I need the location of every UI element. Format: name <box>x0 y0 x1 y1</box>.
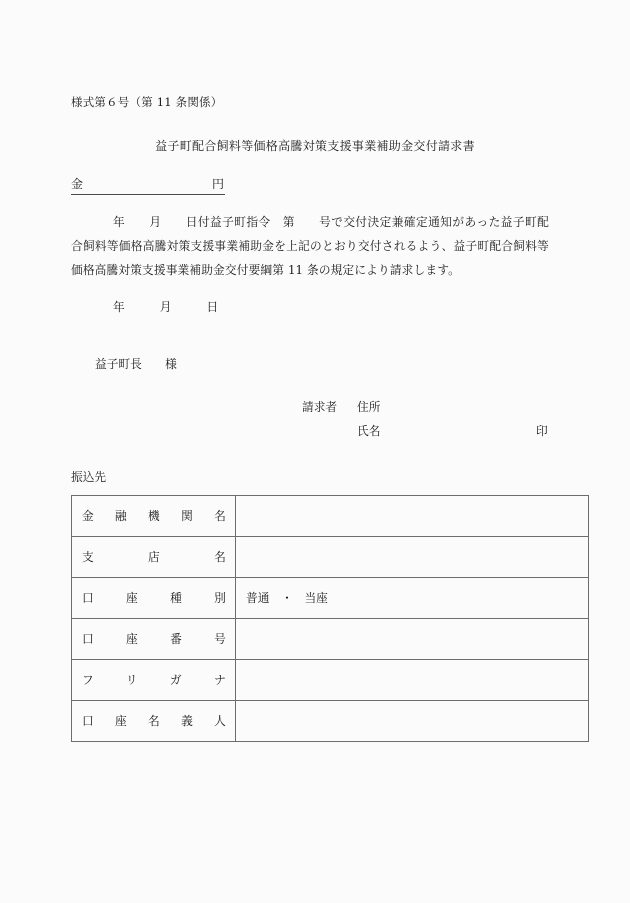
filing-date-field[interactable]: 年 月 日 <box>113 300 219 314</box>
bank-row-label-cell <box>72 578 236 619</box>
table-row <box>72 619 589 660</box>
claimant-name-label: 氏名 <box>357 424 381 438</box>
bank-row-label-cell <box>72 537 236 578</box>
bank-row-value-cell[interactable] <box>236 578 589 619</box>
table-row <box>72 701 589 742</box>
seal-label: 印 <box>536 424 548 438</box>
claimant-name-line <box>302 419 548 443</box>
bank-row-label: フリガナ <box>82 673 226 687</box>
addressee: 益子町長 様 <box>95 357 177 371</box>
bank-row-value-cell[interactable] <box>236 701 589 742</box>
table-row <box>72 578 589 619</box>
bank-account-table <box>71 495 589 742</box>
bank-row-label: 口座番号 <box>82 632 226 646</box>
bank-row-label-cell <box>72 701 236 742</box>
page-title: 益子町配合飼料等価格高騰対策支援事業補助金交付請求書 <box>155 139 475 153</box>
bank-row-value-cell[interactable] <box>236 496 589 537</box>
bank-section-heading: 振込先 <box>71 470 107 484</box>
bank-row-value-cell[interactable] <box>236 660 589 701</box>
claimant-address-label: 住所 <box>357 400 381 414</box>
bank-table-body <box>72 496 589 742</box>
amount-field-row <box>71 175 225 195</box>
bank-row-label: 口座種別 <box>82 591 226 605</box>
body-paragraph: 年 月 日付益子町指令 第 号で交付決定兼確定通知があった益子町配合飼料等価格高騰対策支援事業補助金を上記のとおり交付されるよう、益子町配合飼料等価格高騰対策支援事業補助金交付要綱第 11 条の規定により請求します。 <box>71 215 549 277</box>
bank-row-label-cell <box>72 496 236 537</box>
claimant-role-label: 請求者 <box>302 400 338 414</box>
bank-row-value-cell[interactable] <box>236 537 589 578</box>
bank-row-label: 支店名 <box>82 550 226 564</box>
bank-row-label-cell <box>72 660 236 701</box>
claimant-address-line <box>302 395 381 419</box>
form-number: 様式第６号（第 11 条関係） <box>71 95 223 109</box>
claimant-block <box>302 395 548 443</box>
bank-row-value[interactable]: 普通 ・ 当座 <box>246 591 328 605</box>
bank-row-label-cell <box>72 619 236 660</box>
amount-unit-label: 円 <box>211 177 224 191</box>
bank-row-value-cell[interactable] <box>236 619 589 660</box>
table-row <box>72 496 589 537</box>
table-row <box>72 660 589 701</box>
table-row <box>72 537 589 578</box>
amount-label: 金 <box>71 177 84 191</box>
bank-row-label: 金融機関名 <box>82 509 226 523</box>
bank-row-label: 口座名義人 <box>82 714 226 728</box>
